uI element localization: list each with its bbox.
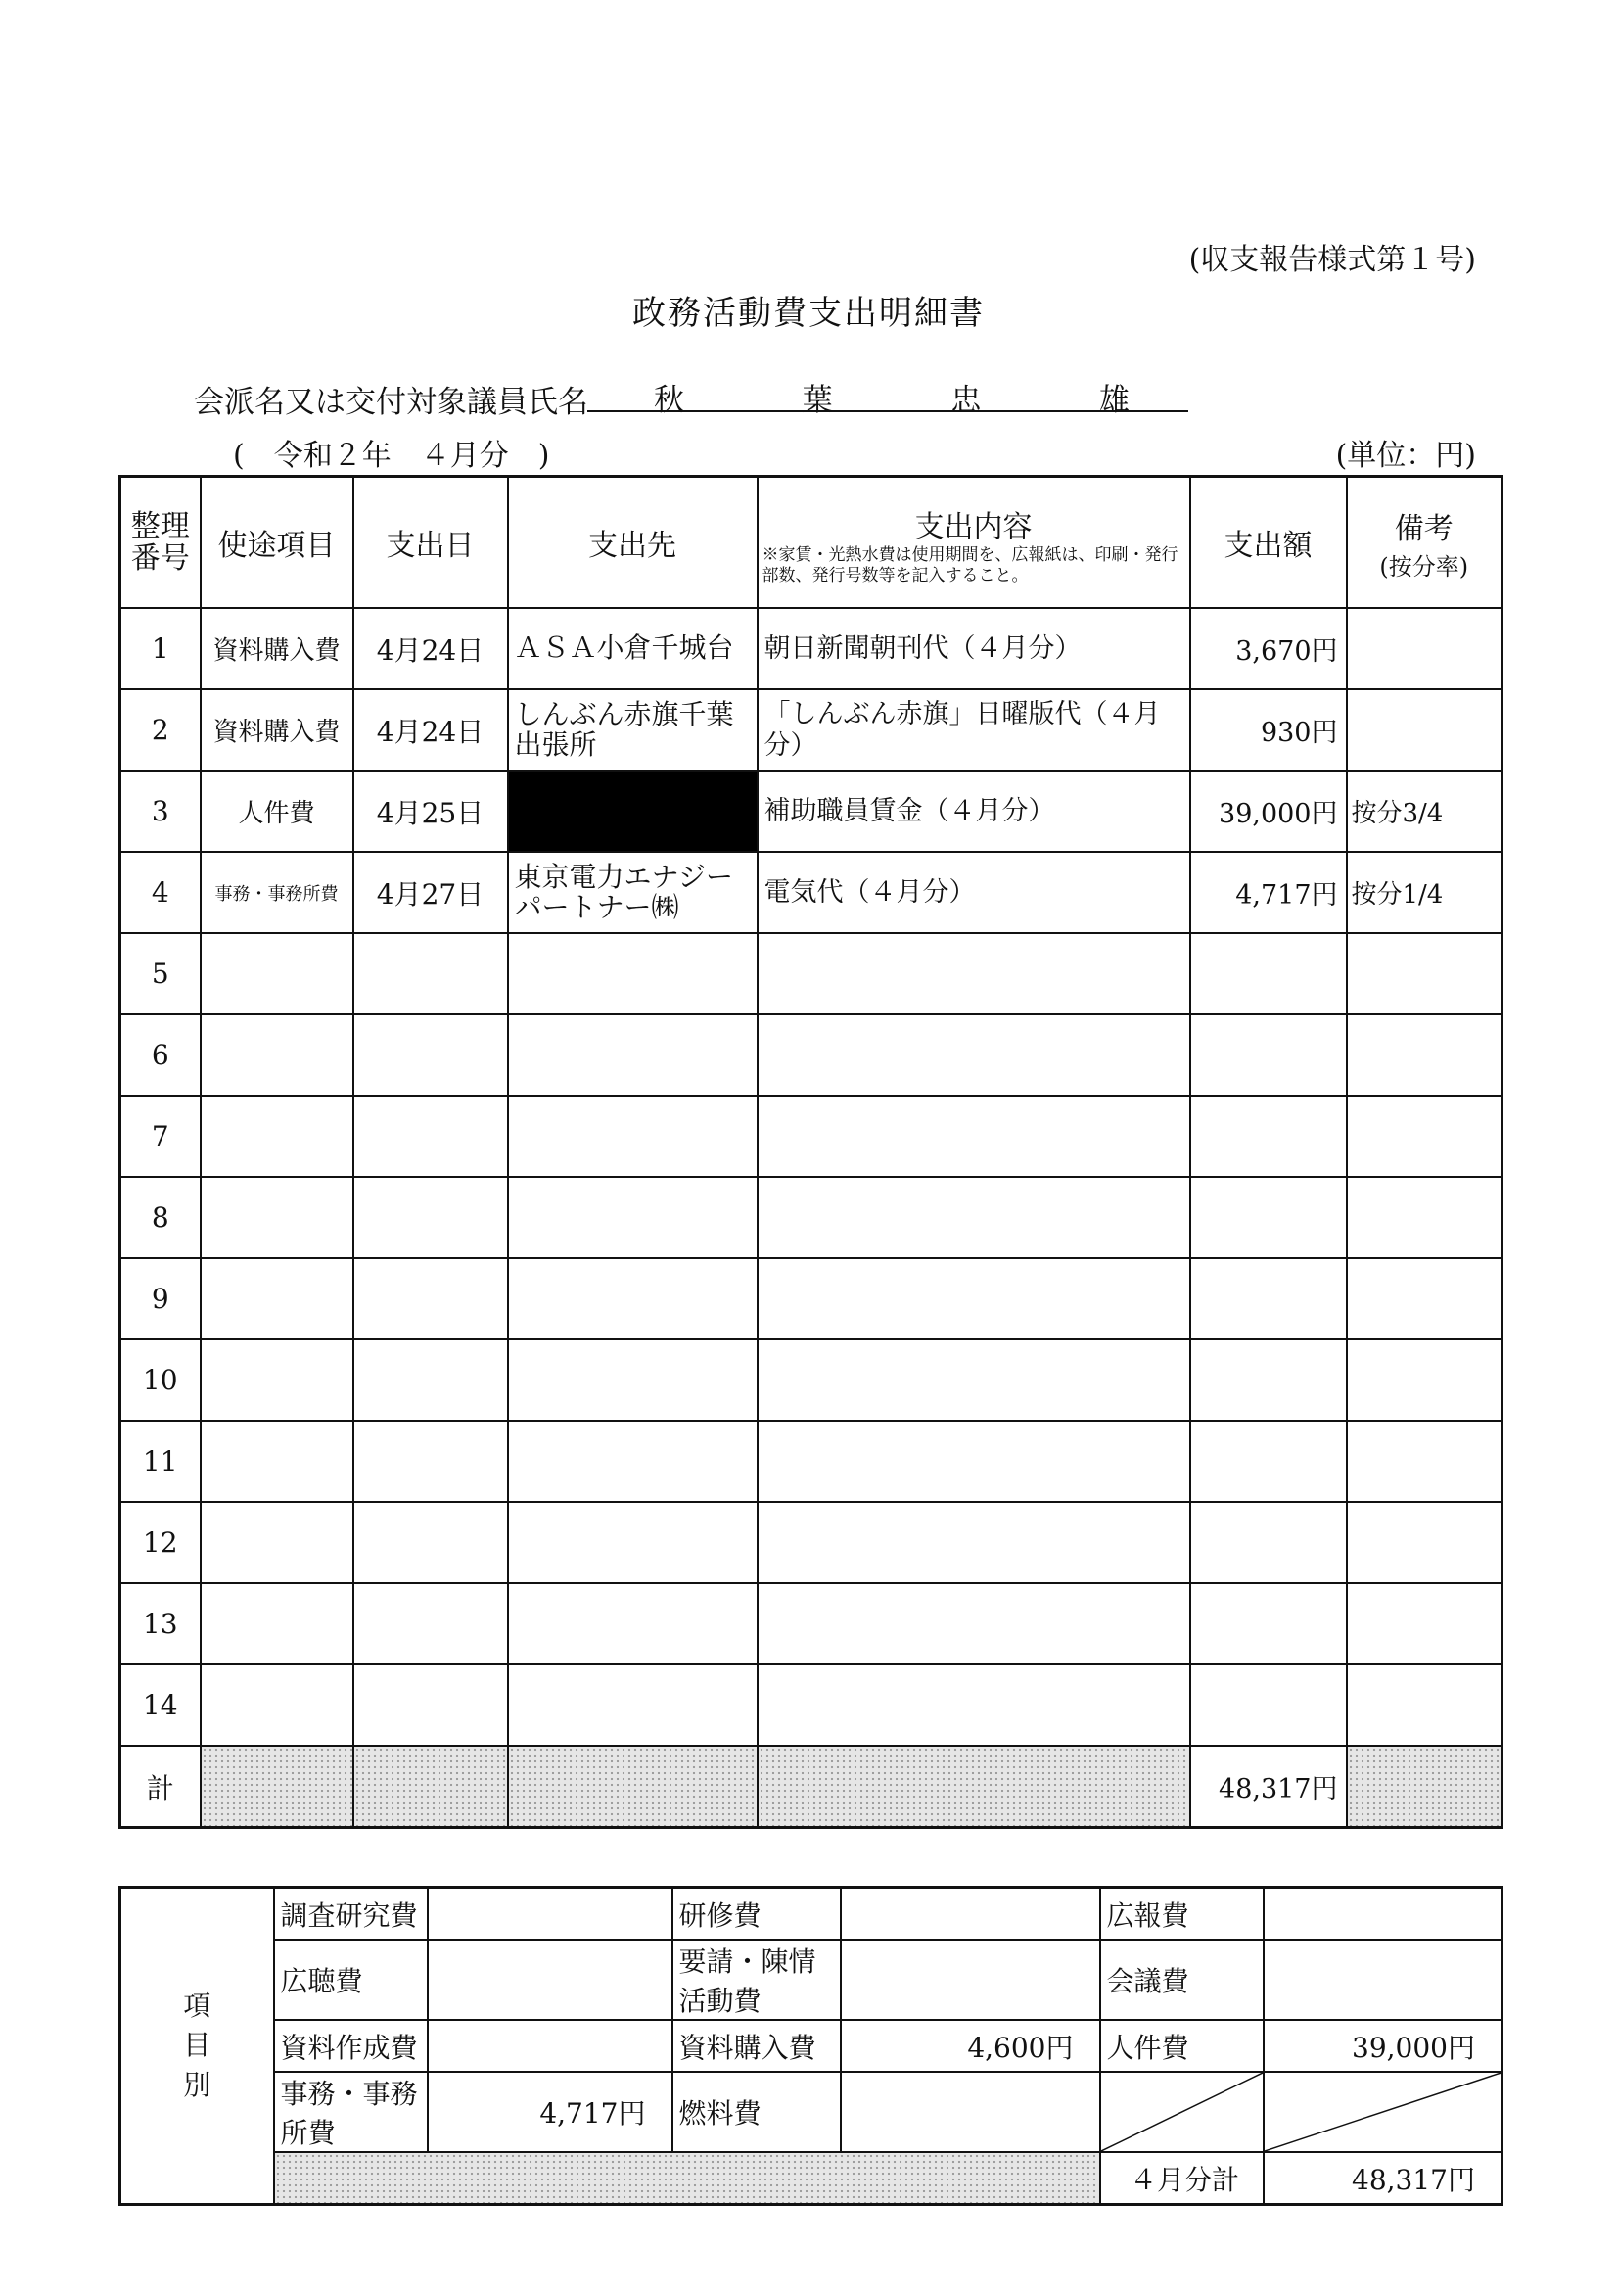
empty-cell (201, 1258, 353, 1339)
category-amount (841, 1888, 1100, 1941)
category-label: 人件費 (1100, 2020, 1264, 2072)
header-content-title: 支出内容 (914, 509, 1033, 544)
row-no: 13 (120, 1583, 201, 1664)
empty-cell (353, 1258, 508, 1339)
row-use: 事務・事務所費 (201, 852, 353, 933)
total-row (120, 1746, 1502, 1828)
member-name-char: 秋 (654, 383, 684, 418)
row-no: 6 (120, 1014, 201, 1096)
table-row (120, 771, 1502, 852)
empty-cell (758, 1096, 1190, 1177)
shaded-cell (274, 2152, 1100, 2205)
row-amount: 930円 (1190, 689, 1347, 771)
row-no: 12 (120, 1502, 201, 1583)
row-use: 資料購入費 (201, 689, 353, 771)
empty-cell (508, 1339, 758, 1421)
shaded-cell (758, 1746, 1190, 1828)
category-amount (428, 2020, 672, 2072)
header-amount: 支出額 (1190, 477, 1347, 609)
row-payee: しんぶん赤旗千葉出張所 (508, 689, 758, 771)
category-label: 要請・陳情活動費 (672, 1940, 841, 2020)
header-note-title: 備考 (1394, 511, 1454, 546)
month-total-label: ４月分計 (1100, 2152, 1264, 2205)
category-amount (841, 1940, 1100, 2020)
row-payee: 東京電力エナジーパートナー㈱ (508, 852, 758, 933)
empty-cell (201, 1664, 353, 1746)
table-row (120, 608, 1502, 689)
shaded-cell (353, 1746, 508, 1828)
table-row (120, 1096, 1502, 1177)
empty-cell (1190, 1421, 1347, 1502)
category-label: 研修費 (672, 1888, 841, 1941)
row-no: 5 (120, 933, 201, 1014)
category-label: 会議費 (1100, 1940, 1264, 2020)
table-row (120, 1177, 1502, 1258)
row-payee: ＡＳＡ小倉千城台 (508, 608, 758, 689)
category-amount: 4,717円 (428, 2072, 672, 2152)
empty-cell (353, 1421, 508, 1502)
empty-cell (1347, 1664, 1502, 1746)
row-content: 電気代（４月分） (758, 852, 1190, 933)
empty-cell (758, 1664, 1190, 1746)
empty-cell (758, 1177, 1190, 1258)
month-total-amount: 48,317円 (1264, 2152, 1502, 2205)
category-label: 事務・事務所費 (274, 2072, 428, 2152)
row-note: 按分1/4 (1347, 852, 1502, 933)
empty-cell (758, 933, 1190, 1014)
redacted-payee (508, 771, 758, 852)
row-date: 4月27日 (353, 852, 508, 933)
empty-cell (1347, 1096, 1502, 1177)
empty-cell (1190, 1177, 1347, 1258)
header-use: 使途項目 (201, 477, 353, 609)
empty-cell (1347, 1177, 1502, 1258)
table-row (120, 852, 1502, 933)
row-no: 2 (120, 689, 201, 771)
category-label: 資料購入費 (672, 2020, 841, 2072)
diagonal-line (1265, 2073, 1502, 2151)
row-no: 9 (120, 1258, 201, 1339)
empty-cell (508, 1014, 758, 1096)
row-amount: 4,717円 (1190, 852, 1347, 933)
category-amount: 4,600円 (841, 2020, 1100, 2072)
diagonal-line (1101, 2073, 1263, 2151)
empty-cell (508, 1177, 758, 1258)
document-title: 政務活動費支出明細書 (632, 294, 985, 333)
row-no: 3 (120, 771, 201, 852)
total-label: 計 (120, 1746, 201, 1828)
empty-cell (1347, 933, 1502, 1014)
shaded-cell (508, 1746, 758, 1828)
empty-cell (508, 1258, 758, 1339)
empty-cell (353, 1339, 508, 1421)
expense-table (118, 475, 1503, 1829)
header-note-sub: (按分率) (1379, 552, 1469, 581)
empty-cell (1347, 1583, 1502, 1664)
empty-cell (201, 933, 353, 1014)
table-row (120, 1583, 1502, 1664)
category-label: 燃料費 (672, 2072, 841, 2152)
header-content (758, 477, 1190, 609)
table-row (120, 689, 1502, 771)
empty-cell (758, 1421, 1190, 1502)
row-no: 11 (120, 1421, 201, 1502)
empty-cell (201, 1502, 353, 1583)
summary-row (120, 2020, 1502, 2072)
category-label: 資料作成費 (274, 2020, 428, 2072)
category-amount: 39,000円 (1264, 2020, 1502, 2072)
category-amount (1264, 1940, 1502, 2020)
row-amount: 39,000円 (1190, 771, 1347, 852)
member-name-char: 葉 (802, 383, 833, 418)
header-content-note: ※家賃・光熱水費は使用期間を、広報紙は、印刷・発行部数、発行号数等を記入すること。 (762, 544, 1178, 586)
empty-cell (1347, 1339, 1502, 1421)
empty-cell (201, 1339, 353, 1421)
empty-cell (1190, 933, 1347, 1014)
summary-row (120, 1888, 1502, 1941)
row-note (1347, 689, 1502, 771)
empty-cell (353, 1664, 508, 1746)
table-row (120, 1502, 1502, 1583)
empty-cell (353, 1014, 508, 1096)
summary-row (120, 2072, 1502, 2152)
unit-label: (単位：円) (1335, 439, 1476, 473)
header-note (1347, 477, 1502, 609)
empty-cell (201, 1096, 353, 1177)
empty-cell (1347, 1258, 1502, 1339)
empty-cell (508, 1583, 758, 1664)
row-no: 4 (120, 852, 201, 933)
diagonal-cell (1100, 2072, 1264, 2152)
row-use: 人件費 (201, 771, 353, 852)
row-date: 4月25日 (353, 771, 508, 852)
category-label: 広報費 (1100, 1888, 1264, 1941)
row-date: 4月24日 (353, 689, 508, 771)
empty-cell (353, 1096, 508, 1177)
summary-total-row (120, 2152, 1502, 2205)
empty-cell (758, 1583, 1190, 1664)
row-no: 10 (120, 1339, 201, 1421)
empty-cell (508, 1664, 758, 1746)
table-row (120, 1258, 1502, 1339)
empty-cell (1190, 1339, 1347, 1421)
empty-cell (508, 1502, 758, 1583)
reporting-period: ( 令和２年 ４月分 ) (233, 439, 550, 473)
empty-cell (1190, 1096, 1347, 1177)
empty-cell (201, 1583, 353, 1664)
table-row (120, 933, 1502, 1014)
empty-cell (353, 1583, 508, 1664)
summary-row (120, 1940, 1502, 2020)
row-note: 按分3/4 (1347, 771, 1502, 852)
empty-cell (353, 1502, 508, 1583)
empty-cell (508, 1421, 758, 1502)
empty-cell (758, 1014, 1190, 1096)
row-no: 1 (120, 608, 201, 689)
empty-cell (1347, 1014, 1502, 1096)
member-name (587, 375, 1188, 418)
empty-cell (758, 1502, 1190, 1583)
category-amount (841, 2072, 1100, 2152)
empty-cell (201, 1014, 353, 1096)
category-label: 広聴費 (274, 1940, 428, 2020)
row-content: 「しんぶん赤旗」日曜版代（４月分） (758, 689, 1190, 771)
empty-cell (1190, 1258, 1347, 1339)
member-name-char: 忠 (950, 383, 982, 418)
empty-cell (758, 1258, 1190, 1339)
row-note (1347, 608, 1502, 689)
empty-cell (1190, 1583, 1347, 1664)
category-label: 調査研究費 (274, 1888, 428, 1941)
empty-cell (353, 1177, 508, 1258)
header-no: 整理 番号 (120, 477, 201, 609)
row-content: 朝日新聞朝刊代（４月分） (758, 608, 1190, 689)
table-header-row (120, 477, 1502, 609)
shaded-cell (201, 1746, 353, 1828)
member-name-char: 雄 (1098, 383, 1130, 418)
form-code: (収支報告様式第１号) (1188, 243, 1476, 277)
empty-cell (508, 1096, 758, 1177)
category-summary-table (118, 1886, 1503, 2206)
table-row (120, 1664, 1502, 1746)
empty-cell (1347, 1502, 1502, 1583)
empty-cell (1190, 1502, 1347, 1583)
row-no: 8 (120, 1177, 201, 1258)
row-no: 14 (120, 1664, 201, 1746)
row-use: 資料購入費 (201, 608, 353, 689)
table-row (120, 1421, 1502, 1502)
row-content: 補助職員賃金（４月分） (758, 771, 1190, 852)
empty-cell (201, 1421, 353, 1502)
empty-cell (1190, 1664, 1347, 1746)
row-amount: 3,670円 (1190, 608, 1347, 689)
category-amount (428, 1940, 672, 2020)
table-row (120, 1339, 1502, 1421)
empty-cell (1190, 1014, 1347, 1096)
empty-cell (1347, 1421, 1502, 1502)
category-amount (428, 1888, 672, 1941)
empty-cell (508, 933, 758, 1014)
row-date: 4月24日 (353, 608, 508, 689)
empty-cell (758, 1339, 1190, 1421)
summary-side-label: 項 目 別 (120, 1888, 274, 2205)
diagonal-cell (1264, 2072, 1502, 2152)
total-amount: 48,317円 (1190, 1746, 1347, 1828)
shaded-cell (1347, 1746, 1502, 1828)
row-no: 7 (120, 1096, 201, 1177)
empty-cell (201, 1177, 353, 1258)
member-label: 会派名又は交付対象議員氏名 (194, 385, 588, 420)
header-payee: 支出先 (508, 477, 758, 609)
empty-cell (353, 933, 508, 1014)
category-amount (1264, 1888, 1502, 1941)
table-row (120, 1014, 1502, 1096)
header-date: 支出日 (353, 477, 508, 609)
